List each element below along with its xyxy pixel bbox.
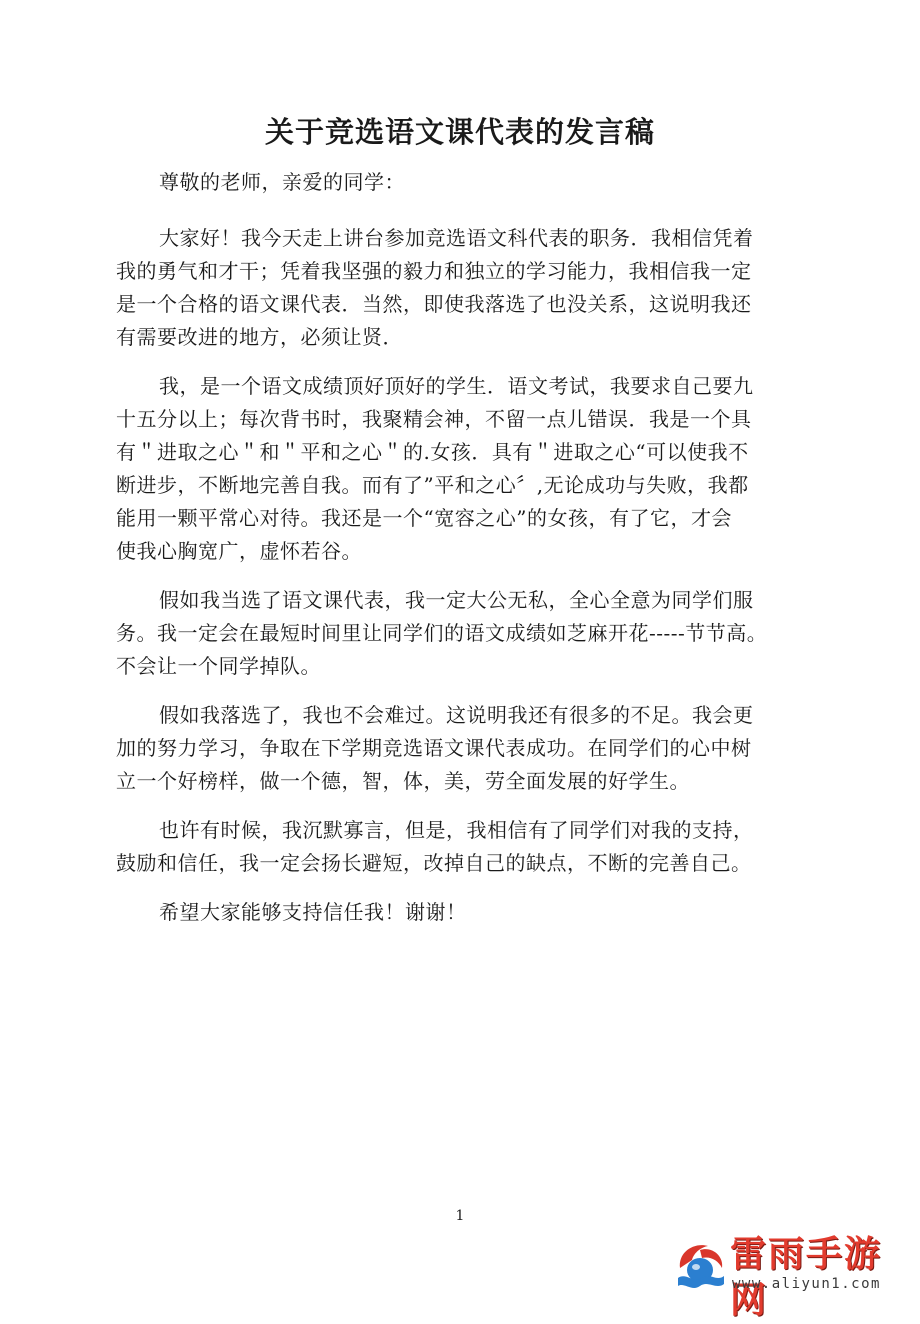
paragraph-line: 我，是一个语文成绩顶好顶好的学生．语文考试，我要求自己要九 <box>159 374 754 398</box>
paragraph-line: 鼓励和信任，我一定会扬长避短，改掉自己的缺点，不断的完善自己。 <box>116 851 752 875</box>
greeting: 尊敬的老师，亲爱的同学： <box>159 170 405 194</box>
paragraph-line: 大家好！我今天走上讲台参加竞选语文科代表的职务．我相信凭着 <box>159 226 754 250</box>
watermark <box>672 1232 912 1321</box>
paragraph-line: 希望大家能够支持信任我！谢谢！ <box>159 900 467 924</box>
paragraph-line: 也许有时候，我沉默寡言，但是，我相信有了同学们对我的支持， <box>159 818 754 842</box>
paragraph <box>116 896 816 929</box>
paragraph-line: 有需要改进的地方，必须让贤． <box>116 325 403 349</box>
paragraph-line: 不会让一个同学掉队。 <box>116 654 321 678</box>
paragraph-line: 我的勇气和才干；凭着我坚强的毅力和独立的学习能力，我相信我一定 <box>116 259 752 283</box>
paragraph-line: 假如我落选了，我也不会难过。这说明我还有很多的不足。我会更 <box>159 703 754 727</box>
page-number: 1 <box>455 1208 465 1224</box>
paragraph-line: 使我心胸宽广，虚怀若谷。 <box>116 539 362 563</box>
paragraph-line: 加的努力学习，争取在下学期竞选语文课代表成功。在同学们的心中树 <box>116 736 752 760</box>
paragraph-line: 务。我一定会在最短时间里让同学们的语文成绩如芝麻开花-----节节高。 <box>116 621 768 645</box>
paragraph-line: 断进步，不断地完善自我。而有了”平和之心〞,无论成功与失败，我都 <box>116 473 749 497</box>
paragraph-list <box>116 222 816 929</box>
watermark-url: www.aliyun1.com <box>732 1276 881 1292</box>
paragraph-line: 是一个合格的语文课代表．当然，即使我落选了也没关系，这说明我还 <box>116 292 752 316</box>
paragraph-line: 十五分以上；每次背书时，我聚精会神，不留一点儿错误．我是一个具 <box>116 407 752 431</box>
paragraph-line: 能用一颗平常心对待。我还是一个“宽容之心”的女孩，有了它，才会 <box>116 506 732 530</box>
document-body <box>116 166 816 945</box>
paragraph <box>116 584 816 683</box>
document-title: 关于竞选语文课代表的发言稿 <box>264 115 655 149</box>
paragraph-line: 立一个好榜样，做一个德，智，体，美，劳全面发展的好学生。 <box>116 769 690 793</box>
raindrop-wave-logo-icon <box>672 1238 728 1292</box>
paragraph <box>116 814 816 880</box>
paragraph-line: 假如我当选了语文课代表，我一定大公无私，全心全意为同学们服 <box>159 588 754 612</box>
paragraph <box>116 222 816 354</box>
paragraph <box>116 699 816 798</box>
paragraph-line: 有＂进取之心＂和＂平和之心＂的.女孩．具有＂进取之心“可以使我不 <box>116 440 749 464</box>
paragraph <box>116 370 816 568</box>
watermark-site-name: 雷雨手游网 <box>730 1234 883 1321</box>
